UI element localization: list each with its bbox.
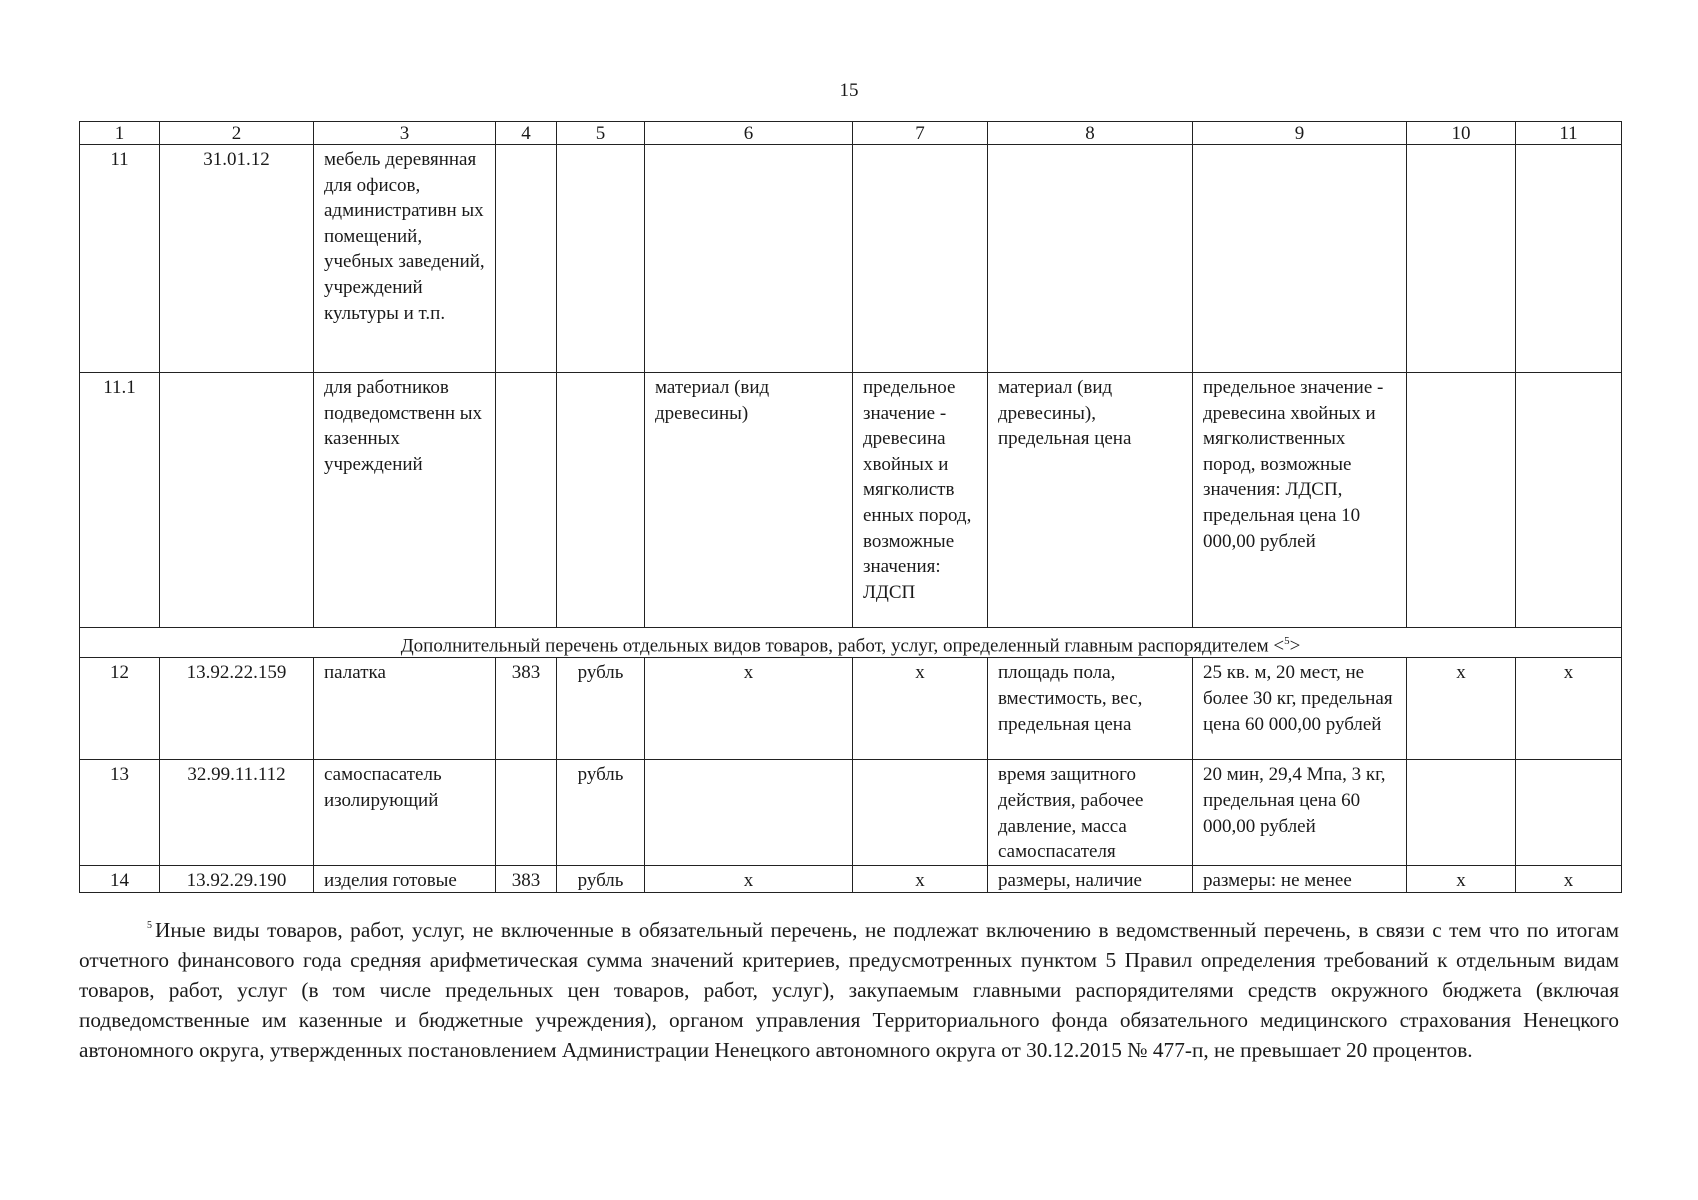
characteristic-name-approved: материал (вид древесины), предельная цена — [988, 373, 1193, 628]
justification-cell: х — [1407, 865, 1516, 892]
table-row-12 — [80, 658, 1622, 760]
empty-cell — [1407, 145, 1516, 373]
okei-code: 383 — [496, 865, 557, 892]
header-cell: 10 — [1407, 122, 1516, 145]
empty-cell — [1516, 760, 1622, 865]
item-name: изделия готовые — [314, 865, 496, 892]
table-row-11-1 — [80, 373, 1622, 628]
characteristic-value-approved: размеры: не менее — [1193, 865, 1407, 892]
characteristic-value: предельное значение - древесина хвойных и мягколиств енных пород, возможные значения: ЛДСП — [853, 373, 988, 628]
header-cell: 5 — [557, 122, 645, 145]
header-cell: 1 — [80, 122, 160, 145]
empty-cell — [1516, 373, 1622, 628]
requirements-table — [79, 121, 1622, 893]
subheader-end: > — [1289, 635, 1301, 657]
header-cell: 6 — [645, 122, 853, 145]
table-row-13 — [80, 760, 1622, 865]
characteristic-name: материал (вид древесины) — [645, 373, 853, 628]
item-name: самоспасатель изолирующий — [314, 760, 496, 865]
characteristic-value: х — [853, 658, 988, 760]
characteristic-value: х — [853, 865, 988, 892]
empty-cell — [1193, 145, 1407, 373]
page-number: 15 — [839, 80, 859, 101]
characteristic-name: х — [645, 658, 853, 760]
characteristic-name-approved: время защитного действия, рабочее давление, масса самоспасателя — [988, 760, 1193, 865]
function-cell: х — [1516, 865, 1622, 892]
footnote-marker: 5 — [147, 920, 152, 931]
header-cell: 3 — [314, 122, 496, 145]
empty-cell — [1516, 145, 1622, 373]
empty-cell — [1407, 373, 1516, 628]
characteristic-name-approved: площадь пола, вместимость, вес, предельная цена — [988, 658, 1193, 760]
row-number: 12 — [80, 658, 160, 760]
empty-cell — [645, 145, 853, 373]
empty-cell — [160, 373, 314, 628]
table-subheader-row — [80, 628, 1622, 658]
subheader-text: Дополнительный перечень отдельных видов товаров, работ, услуг, определенный главным распорядителем < — [400, 635, 1285, 657]
empty-cell — [988, 145, 1193, 373]
unit-name: рубль — [557, 865, 645, 892]
empty-cell — [557, 373, 645, 628]
table-row-11 — [80, 145, 1622, 373]
item-name: палатка — [314, 658, 496, 760]
characteristic-name: х — [645, 865, 853, 892]
empty-cell — [853, 145, 988, 373]
characteristic-name-approved: размеры, наличие — [988, 865, 1193, 892]
okpd2-code: 31.01.12 — [160, 145, 314, 373]
characteristic-value-approved: 25 кв. м, 20 мест, не более 30 кг, предельная цена 60 000,00 рублей — [1193, 658, 1407, 760]
item-name: для работников подведомственн ых казенных учреждений — [314, 373, 496, 628]
empty-cell — [557, 145, 645, 373]
function-cell: х — [1516, 658, 1622, 760]
table-header-row — [80, 122, 1622, 145]
okpd2-code: 13.92.29.190 — [160, 865, 314, 892]
empty-cell — [853, 760, 988, 865]
empty-cell — [645, 760, 853, 865]
okpd2-code: 13.92.22.159 — [160, 658, 314, 760]
footnote — [79, 911, 1619, 1065]
empty-cell — [496, 145, 557, 373]
unit-name: рубль — [557, 658, 645, 760]
additional-list-heading — [80, 628, 1622, 658]
row-number: 11 — [80, 145, 160, 373]
footnote-text: Иные виды товаров, работ, услуг, не включенные в обязательный перечень, не подлежат включению в ведомственный перечень, в связи с тем что по итогам отчетного финансового года средняя арифметическая сумма значений критериев, предусмотренных пунктом 5 Правил определения требований к отдельным видам товаров, работ, услуг (в том числе предельных цен товаров, работ, услуг), закупаемым главными распорядителями средств окружного бюджета (включая подведомственные им казенные и бюджетные учреждения), органом управления Территориального фонда обязательного медицинского страхования Ненецкого автономного округа, утвержденных постановлением Администрации Ненецкого автономного округа от 30.12.2015 № 477-п, не превышает 20 процентов. — [79, 918, 1619, 1062]
characteristic-value-approved: 20 мин, 29,4 Мпа, 3 кг, предельная цена 60 000,00 рублей — [1193, 760, 1407, 865]
unit-name: рубль — [557, 760, 645, 865]
okei-code: 383 — [496, 658, 557, 760]
empty-cell — [496, 373, 557, 628]
footnote-ref: 5 — [1284, 635, 1290, 647]
table-row-14 — [80, 865, 1622, 892]
header-cell: 2 — [160, 122, 314, 145]
justification-cell: х — [1407, 658, 1516, 760]
header-cell: 7 — [853, 122, 988, 145]
characteristic-value-approved: предельное значение - древесина хвойных и мягколиственных пород, возможные значения: ЛДСП, предельная цена 10 000,00 рублей — [1193, 373, 1407, 628]
row-number: 11.1 — [80, 373, 160, 628]
item-name: мебель деревянная для офисов, административн ых помещений, учебных заведений, учреждений культуры и т.п. — [314, 145, 496, 373]
header-cell: 4 — [496, 122, 557, 145]
okpd2-code: 32.99.11.112 — [160, 760, 314, 865]
header-cell: 11 — [1516, 122, 1622, 145]
header-cell: 8 — [988, 122, 1193, 145]
row-number: 13 — [80, 760, 160, 865]
header-cell: 9 — [1193, 122, 1407, 145]
empty-cell — [1407, 760, 1516, 865]
row-number: 14 — [80, 865, 160, 892]
empty-cell — [496, 760, 557, 865]
